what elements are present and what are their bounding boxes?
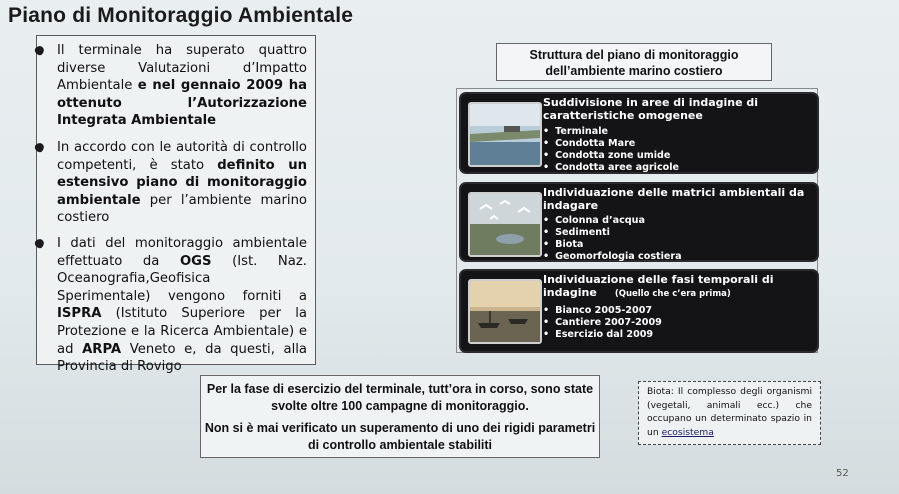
bullet-icon bbox=[33, 237, 46, 250]
list-item: • Condotta Mare bbox=[543, 138, 679, 150]
aerial-terminal-image bbox=[468, 102, 542, 167]
list-item: • Sedimenti bbox=[543, 227, 682, 239]
list-item: • Bianco 2005-2007 bbox=[543, 305, 662, 317]
biota-definition-note: Biota: Il complesso degli organismi (vegetali, animali ecc.) che occupano un determinato spazio in un ecosistema bbox=[638, 381, 821, 445]
left-text-panel bbox=[36, 35, 316, 375]
card-heading: Individuazione delle matrici ambientali da indagare bbox=[543, 186, 805, 212]
list-item: • Biota bbox=[543, 239, 682, 251]
summary-line-2: Non si è mai verificato un superamento di uno dei rigidi parametri di controllo ambientale stabiliti bbox=[204, 421, 596, 452]
list-item: • Condotta zone umide bbox=[543, 150, 679, 162]
card-areas bbox=[459, 92, 819, 174]
bullet-icon bbox=[33, 44, 46, 57]
card-heading: Suddivisione in aree di indagine di caratteristiche omogenee bbox=[543, 96, 759, 122]
list-item: • Esercizio dal 2009 bbox=[543, 329, 662, 341]
bullet-point: I dati del monitoraggio ambientale effettuato da OGS (Ist. Naz. Oceanografia,Geofisica Sperimentale) vengono forniti a ISPRA (Istituto Superiore per la Protezione e la Ricerca Ambientale) e ad ARPA Veneto e, da questi, alla Provincia di Rovigo bbox=[57, 235, 307, 376]
bullet-point: In accordo con le autorità di controllo competenti, è stato definito un estensivo piano di monitoraggio ambientale per l’ambiente marino costiero bbox=[57, 139, 307, 227]
page-title: Piano di Monitoraggio Ambientale bbox=[8, 4, 354, 27]
bullet-point: Il terminale ha superato quattro diverse Valutazioni d’Impatto Ambientale e nel gennaio 2009 ha ottenuto l’Autorizzazione Integrata Ambientale bbox=[57, 42, 307, 130]
list-item: • Condotta aree agricole bbox=[543, 162, 679, 174]
card-note: (Quello che c’era prima) bbox=[614, 288, 731, 299]
card-matrices bbox=[459, 182, 819, 262]
card-list bbox=[543, 126, 679, 174]
card-list bbox=[543, 305, 662, 341]
page-number: 52 bbox=[836, 468, 849, 479]
list-item: • Cantiere 2007-2009 bbox=[543, 317, 662, 329]
bullet-icon bbox=[33, 141, 46, 154]
list-item: • Terminale bbox=[543, 126, 679, 138]
boats-image bbox=[468, 279, 542, 344]
summary-line-1: Per la fase di esercizio del terminale, tutt’ora in corso, sono state svolte oltre 100 campagne di monitoraggio. bbox=[206, 382, 594, 413]
list-item: • Colonna d’acqua bbox=[543, 215, 682, 227]
birds-image bbox=[468, 192, 542, 257]
card-list bbox=[543, 215, 682, 263]
ecosistema-link[interactable]: ecosistema bbox=[661, 426, 714, 438]
card-phases bbox=[459, 269, 819, 353]
list-item: • Geomorfologia costiera bbox=[543, 251, 682, 263]
summary-box bbox=[200, 375, 600, 458]
card-heading: Individuazione delle fasi temporali di indagine (Quello che c’era prima) bbox=[543, 273, 774, 299]
structure-title: Struttura del piano di monitoraggio dell’ambiente marino costiero bbox=[496, 43, 772, 81]
